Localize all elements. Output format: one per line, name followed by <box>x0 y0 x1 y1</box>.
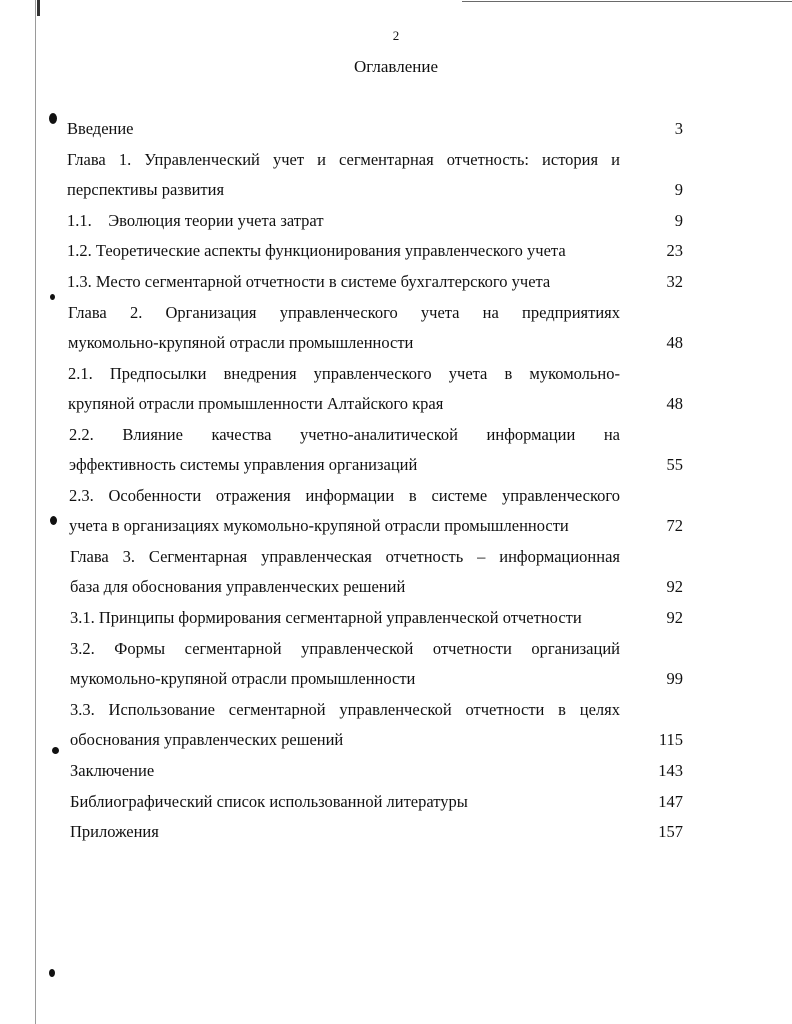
toc-page-number: 9 <box>674 211 683 230</box>
toc-entry-line: учета в организациях мукомольно-крупяной отрасли промышленности <box>69 516 569 535</box>
toc-entry-line: 3.3. Использование сегментарной управленческой отчетности в целях <box>70 700 620 719</box>
toc-page-number: 55 <box>666 455 683 474</box>
toc-entry-line: мукомольно-крупяной отрасли промышленности <box>70 669 416 688</box>
toc-entry-line: обоснования управленческих решений <box>70 730 344 749</box>
toc-page-number: 3 <box>674 119 683 138</box>
toc-entry-line: 1.2. Теоретические аспекты функционирования управленческого учета <box>67 241 566 260</box>
toc-page-number: 99 <box>666 669 683 688</box>
toc-page-number: 147 <box>658 792 683 811</box>
toc-entry-line: 2.3. Особенности отражения информации в системе управленческого <box>69 486 620 505</box>
toc-entry-line: 1.3. Место сегментарной отчетности в системе бухгалтерского учета <box>67 272 551 291</box>
page-title: Оглавление <box>354 57 438 76</box>
toc-page-number: 48 <box>666 394 683 413</box>
toc-entry-line: Глава 2. Организация управленческого учета на предприятиях <box>68 303 620 322</box>
toc-page-number: 115 <box>658 730 683 749</box>
toc-page-number: 9 <box>674 180 683 199</box>
page-number: 2 <box>392 28 400 43</box>
toc-entry-line: мукомольно-крупяной отрасли промышленности <box>68 333 414 352</box>
toc-page-number: 23 <box>666 241 683 260</box>
toc-entry-line: Глава 1. Управленческий учет и сегментарная отчетность: история и <box>67 150 620 169</box>
toc-entry-line: 3.2. Формы сегментарной управленческой отчетности организаций <box>70 639 620 658</box>
toc-page-number: 32 <box>666 272 683 291</box>
toc-page-number: 72 <box>666 516 683 535</box>
toc-entry-line: 3.1. Принципы формирования сегментарной управленческой отчетности <box>70 608 582 627</box>
toc-page-number: 157 <box>658 822 683 841</box>
toc-page-number: 48 <box>666 333 683 352</box>
toc-entry-line: крупяной отрасли промышленности Алтайского края <box>68 394 444 413</box>
toc-page-number: 92 <box>666 608 683 627</box>
toc-entry-line: перспективы развития <box>67 180 225 199</box>
toc-page-number: 92 <box>666 577 683 596</box>
toc-entry-line: Библиографический список использованной литературы <box>70 792 468 811</box>
toc-entry-line: Введение <box>67 119 134 138</box>
toc-entry-line: Заключение <box>70 761 155 780</box>
toc-entry-line: эффективность системы управления организаций <box>69 455 418 474</box>
toc-page-number: 143 <box>658 761 683 780</box>
toc-entry-line: база для обоснования управленческих решений <box>70 577 406 596</box>
toc-entry-line: 1.1. Эволюция теории учета затрат <box>67 211 324 230</box>
toc-entry-line: 2.2. Влияние качества учетно-аналитической информации на <box>69 425 620 444</box>
toc-entry-line: Глава 3. Сегментарная управленческая отчетность – информационная <box>70 547 620 566</box>
toc-entry-line: Приложения <box>70 822 159 841</box>
toc-entry-line: 2.1. Предпосылки внедрения управленческого учета в мукомольно- <box>68 364 620 383</box>
